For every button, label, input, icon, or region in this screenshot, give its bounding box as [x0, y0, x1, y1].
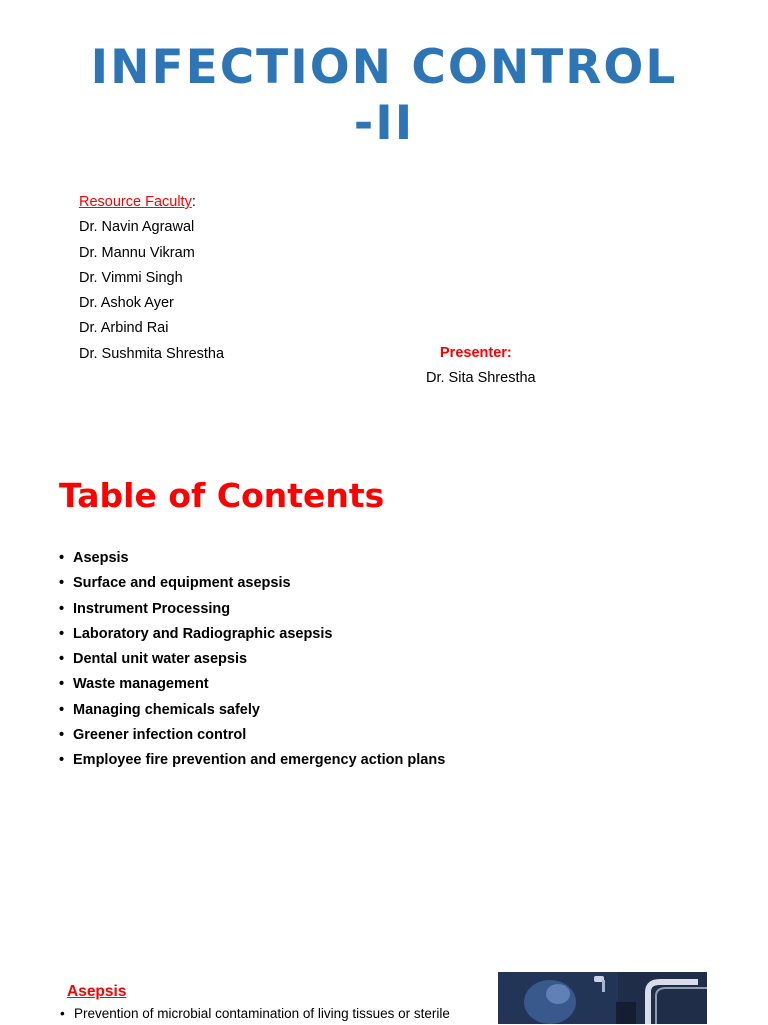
- dental-chair-photo: [498, 972, 707, 1024]
- asepsis-definition: [60, 1003, 450, 1025]
- bullet-icon: •: [59, 676, 65, 693]
- resource-faculty-heading: [79, 190, 224, 215]
- bullet-icon: •: [59, 575, 65, 592]
- bullet-icon: •: [59, 625, 65, 642]
- toc-list: [59, 546, 445, 774]
- toc-item: [59, 622, 445, 647]
- toc-item-label: Asepsis: [73, 550, 129, 566]
- resource-faculty-colon: :: [191, 194, 196, 210]
- faculty-member: Dr. Sushmita Shrestha: [79, 345, 225, 362]
- slide-title: [0, 40, 768, 152]
- faculty-member: Dr. Ashok Ayer: [79, 295, 174, 312]
- presenter-name: Dr. Sita Shrestha: [426, 370, 536, 386]
- toc-item-label: Dental unit water asepsis: [73, 651, 248, 668]
- asepsis-heading: Asepsis: [67, 983, 127, 1000]
- bullet-icon: •: [59, 727, 65, 744]
- toc-item: [59, 546, 445, 571]
- faculty-member: Dr. Vimmi Singh: [79, 269, 183, 286]
- toc-item-label: Instrument Processing: [73, 600, 231, 617]
- presenter-label: Presenter:: [440, 345, 512, 361]
- faculty-member: Dr. Navin Agrawal: [79, 219, 195, 236]
- toc-title: Table of Contents: [59, 476, 385, 515]
- slide-title-line-2: -II: [353, 96, 415, 151]
- toc-item-label: Greener infection control: [73, 727, 247, 744]
- toc-item: [59, 647, 445, 672]
- toc-item-label: Managing chemicals safely: [73, 701, 260, 718]
- toc-item-label: Laboratory and Radiographic asepsis: [73, 625, 333, 642]
- resource-faculty-label: Resource Faculty: [79, 194, 192, 210]
- slide-title-line-1: INFECTION CONTROL: [90, 40, 678, 95]
- toc-item: [59, 723, 445, 748]
- bullet-icon: •: [59, 752, 65, 769]
- toc-item-label: Surface and equipment asepsis: [73, 575, 291, 592]
- toc-item: [59, 571, 445, 596]
- toc-item: [59, 597, 445, 622]
- bullet-icon: •: [60, 1006, 65, 1021]
- toc-item: [59, 748, 445, 773]
- bullet-icon: •: [59, 701, 65, 718]
- toc-item-label: Waste management: [73, 676, 209, 693]
- faculty-member: Dr. Arbind Rai: [79, 320, 169, 337]
- toc-item: [59, 672, 445, 697]
- bullet-icon: •: [59, 651, 65, 668]
- dental-equipment-illustration: [498, 972, 707, 1024]
- asepsis-definition-text: Prevention of microbial contamination of living tissues or sterile: [74, 1006, 450, 1021]
- resource-faculty-block: [79, 190, 224, 367]
- bullet-icon: •: [59, 550, 65, 566]
- bullet-icon: •: [59, 600, 65, 617]
- faculty-member: Dr. Mannu Vikram: [79, 244, 195, 261]
- toc-item-label: Employee fire prevention and emergency action plans: [73, 752, 446, 769]
- toc-item: [59, 698, 445, 723]
